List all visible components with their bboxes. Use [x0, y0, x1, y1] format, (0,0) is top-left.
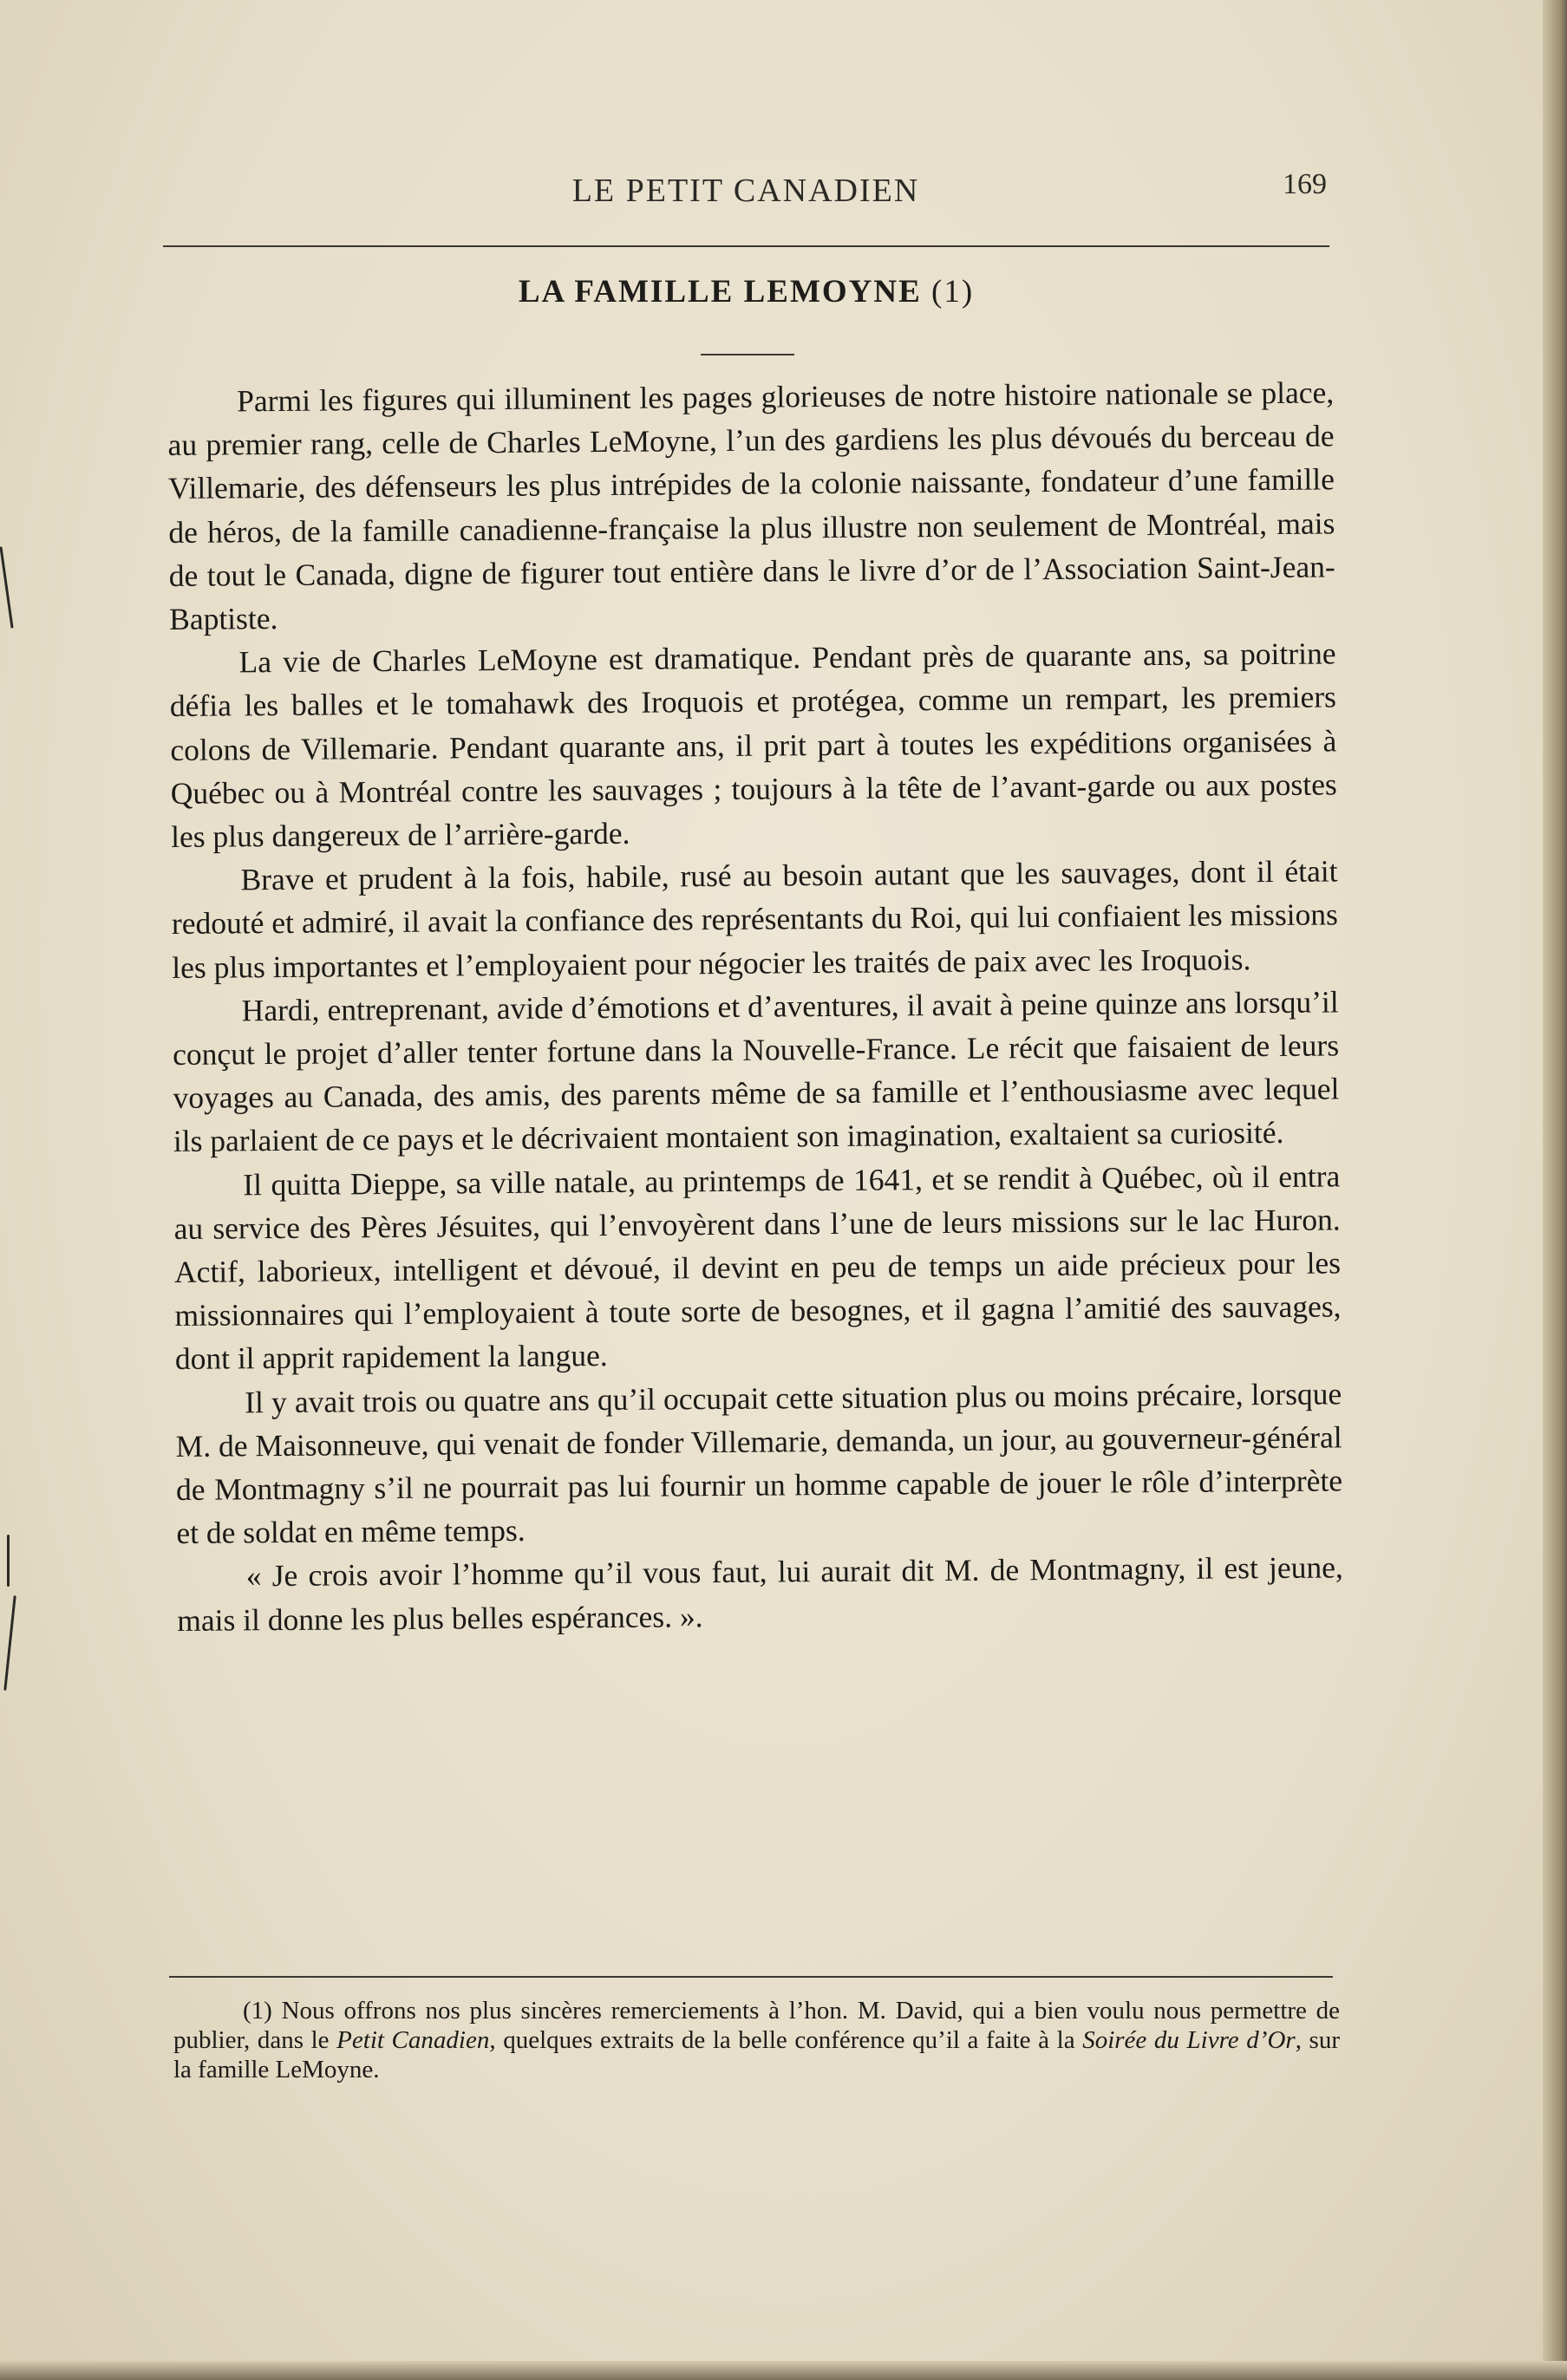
running-head-title: LE PETIT CANADIEN: [571, 173, 920, 209]
running-head: [165, 168, 1327, 224]
paragraph: Il y avait trois ou quatre ans qu’il occupait cette situation plus ou moins précaire, lorsque M. de Maisonneuve, qui venait de fonder Villemarie, demanda, un jour, au gouverneur-général de Montmagny s’il ne pourrait pas lui fournir un homme capable de jouer le rôle d’interprète et de soldat en même temps.: [175, 1376, 1343, 1551]
footnote-reference: (1): [931, 274, 975, 310]
paragraph: « Je crois avoir l’homme qu’il vous faut, lui aurait dit M. de Montmagny, il est jeune, mais il donne les plus belles espérances. ».: [177, 1549, 1343, 1638]
footnote: [173, 1996, 1340, 2084]
footnote-text-middle: , quelques extraits de la belle conférence qu’il a faite à la: [489, 2026, 1083, 2054]
paragraph: Il quitta Dieppe, sa ville natale, au printemps de 1641, et se rendit à Québec, où il entra au service des Pères Jésuites, qui l’envoyèrent dans l’une de leurs missions sur le lac Huron. Actif, laborieux, intelligent et dévoué, il devint en peu de temps un aide précieux pour les missionnaires qui l’employaient à toute sorte de besognes, et il gagna l’amitié des sauvages, dont il apprit rapidement la langue.: [173, 1158, 1342, 1377]
article-title: [163, 273, 1329, 310]
paragraph: La vie de Charles LeMoyne est dramatique. Pendant près de quarante ans, sa poitrine défia les balles et le tomahawk des Iroquois et protégea, comme un rempart, les premiers colons de Villemarie. Pendant quarante ans, il prit part à toutes les expéditions organisées à Québec ou à Montréal contre les sauvages ; toujours à la tête de l’avant-garde ou aux postes les plus dangereux de l’arrière-garde.: [169, 636, 1337, 855]
page-number: 169: [1283, 168, 1327, 200]
footnote-text-after: , sur la famille LeMoyne.: [173, 2026, 1340, 2083]
footnote-paragraph: [173, 1996, 1340, 2084]
footnote-italic-event: Soirée du Livre d’Or: [1082, 2026, 1296, 2054]
footnote-text-before: Nous offrons nos plus sincères remerciements à l’hon. M. David, qui a bien voulu nous permettre de publier, dans le: [173, 1997, 1341, 2054]
paragraph: Brave et prudent à la fois, habile, rusé au besoin autant que les sauvages, dont il était redouté et admiré, il avait la confiance des représentants du Roi, qui lui confiaient les missions les plus importantes et l’employaient pour négocier les traités de paix avec les Iroquois.: [171, 853, 1339, 985]
footnote-marker: (1): [243, 1997, 272, 2025]
margin-mark: [7, 1535, 10, 1587]
article-title-text: LA FAMILLE LEMOYNE: [518, 274, 922, 310]
page-edge-bottom: [0, 2361, 1567, 2380]
paragraph: Hardi, entreprenant, avide d’émotions et d’aventures, il avait à peine quinze ans lorsqu’il conçut le projet d’aller tenter fortune dans la Nouvelle-France. Le récit que faisaient de leurs voyages au Canada, des amis, des parents même de sa famille et l’enthousiasme avec lequel ils parlaient de ce pays et le décrivaient montaient son imagination, exaltaient sa curiosité.: [172, 984, 1340, 1159]
footnote-rule: [169, 1976, 1333, 1978]
header-rule: [163, 245, 1329, 247]
title-rule: [701, 354, 794, 355]
margin-mark: [0, 546, 14, 628]
margin-mark: [3, 1595, 16, 1691]
footnote-italic-journal: Petit Canadien: [336, 2026, 490, 2054]
article-body: [167, 370, 1343, 1641]
paragraph: Parmi les figures qui illuminent les pages glorieuses de notre histoire nationale se place, au premier rang, celle de Charles LeMoyne, l’un des gardiens les plus dévoués du berceau de Villemarie, des défenseurs les plus intrépides de la colonie naissante, fondateur d’une famille de héros, de la famille canadienne-française la plus illustre non seulement de Montréal, mais de tout le Canada, digne de figurer tout entière dans le livre d’or de l’Association Saint-Jean-Baptiste.: [167, 375, 1335, 637]
page-edge-right: [1543, 0, 1567, 2380]
